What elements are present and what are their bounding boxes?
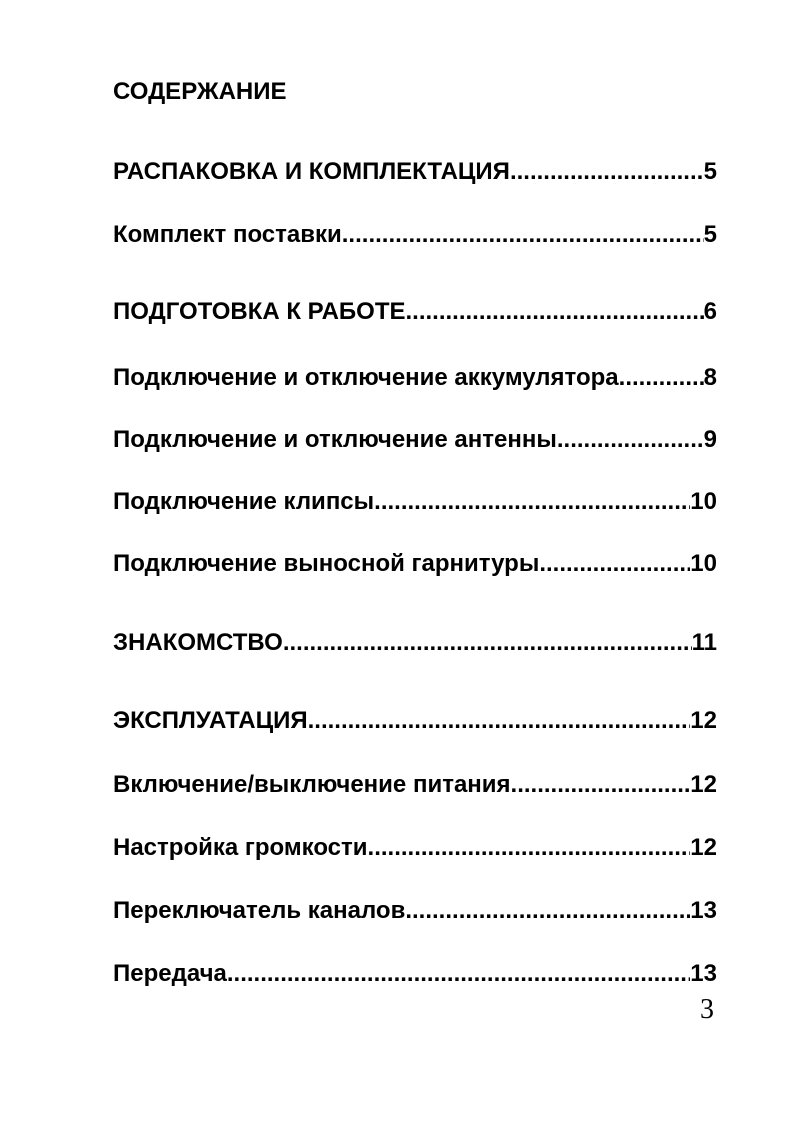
toc-dot-leader — [539, 549, 690, 579]
toc-entry-volume[interactable] — [113, 833, 717, 863]
page-number: 3 — [700, 994, 714, 1025]
toc-entry-title: ЗНАКОМСТВО — [113, 629, 283, 656]
toc-entry-title: Подключение и отключение аккумулятора — [113, 364, 619, 391]
toc-entry-title: ЭКСПЛУАТАЦИЯ — [113, 707, 308, 734]
toc-entry-title: Комплект поставки — [113, 221, 342, 248]
toc-entry-preparation[interactable] — [113, 297, 717, 327]
toc-entry-clip[interactable] — [113, 487, 717, 517]
toc-entry-antenna[interactable] — [113, 425, 717, 455]
toc-dot-leader — [368, 833, 691, 863]
toc-entry-transmission[interactable] — [113, 959, 717, 989]
toc-entry-headset[interactable] — [113, 549, 717, 579]
toc-entry-battery[interactable] — [113, 363, 717, 393]
toc-entry-channel-switch[interactable] — [113, 896, 717, 926]
toc-entry-title: Подключение и отключение антенны — [113, 426, 557, 453]
toc-entry-page: 12 — [690, 771, 717, 798]
toc-entry-page: 12 — [690, 707, 717, 734]
toc-entry-page: 10 — [690, 550, 717, 577]
toc-entry-power[interactable] — [113, 770, 717, 800]
toc-entry-title: Передача — [113, 960, 227, 987]
toc-dot-leader — [557, 425, 704, 455]
toc-entry-page: 6 — [703, 298, 717, 325]
toc-entry-page: 13 — [690, 897, 717, 924]
toc-entry-title: Переключатель каналов — [113, 897, 406, 924]
toc-entry-page: 5 — [703, 158, 717, 185]
toc-entry-page: 9 — [703, 426, 717, 453]
toc-entry-page: 12 — [690, 834, 717, 861]
toc-dot-leader — [619, 363, 704, 393]
toc-dot-leader — [374, 487, 690, 517]
toc-entry-overview[interactable] — [113, 628, 717, 658]
toc-heading: СОДЕРЖАНИЕ — [113, 78, 287, 105]
toc-entry-title: Подключение выносной гарнитуры — [113, 550, 540, 577]
toc-entry-page: 10 — [690, 488, 717, 515]
toc-entry-title: ПОДГОТОВКА К РАБОТЕ — [113, 298, 406, 325]
toc-entry-unpacking[interactable] — [113, 157, 717, 187]
toc-dot-leader — [283, 628, 692, 658]
toc-entry-title: Включение/выключение питания — [113, 771, 511, 798]
toc-dot-leader — [227, 959, 690, 989]
toc-entry-page: 13 — [690, 960, 717, 987]
toc-entry-page: 5 — [703, 221, 717, 248]
toc-entry-operation[interactable] — [113, 706, 717, 736]
toc-dot-leader — [308, 706, 691, 736]
toc-entry-page: 11 — [691, 629, 717, 656]
toc-entry-delivery-set[interactable] — [113, 220, 717, 250]
toc-entry-title: РАСПАКОВКА И КОМПЛЕКТАЦИЯ — [113, 158, 510, 185]
toc-dot-leader — [510, 157, 704, 187]
toc-dot-leader — [405, 896, 690, 926]
toc-dot-leader — [342, 220, 704, 250]
toc-dot-leader — [511, 770, 691, 800]
toc-entry-page: 8 — [703, 364, 717, 391]
toc-entry-title: Настройка громкости — [113, 834, 368, 861]
toc-entry-title: Подключение клипсы — [113, 488, 375, 515]
toc-dot-leader — [406, 297, 704, 327]
